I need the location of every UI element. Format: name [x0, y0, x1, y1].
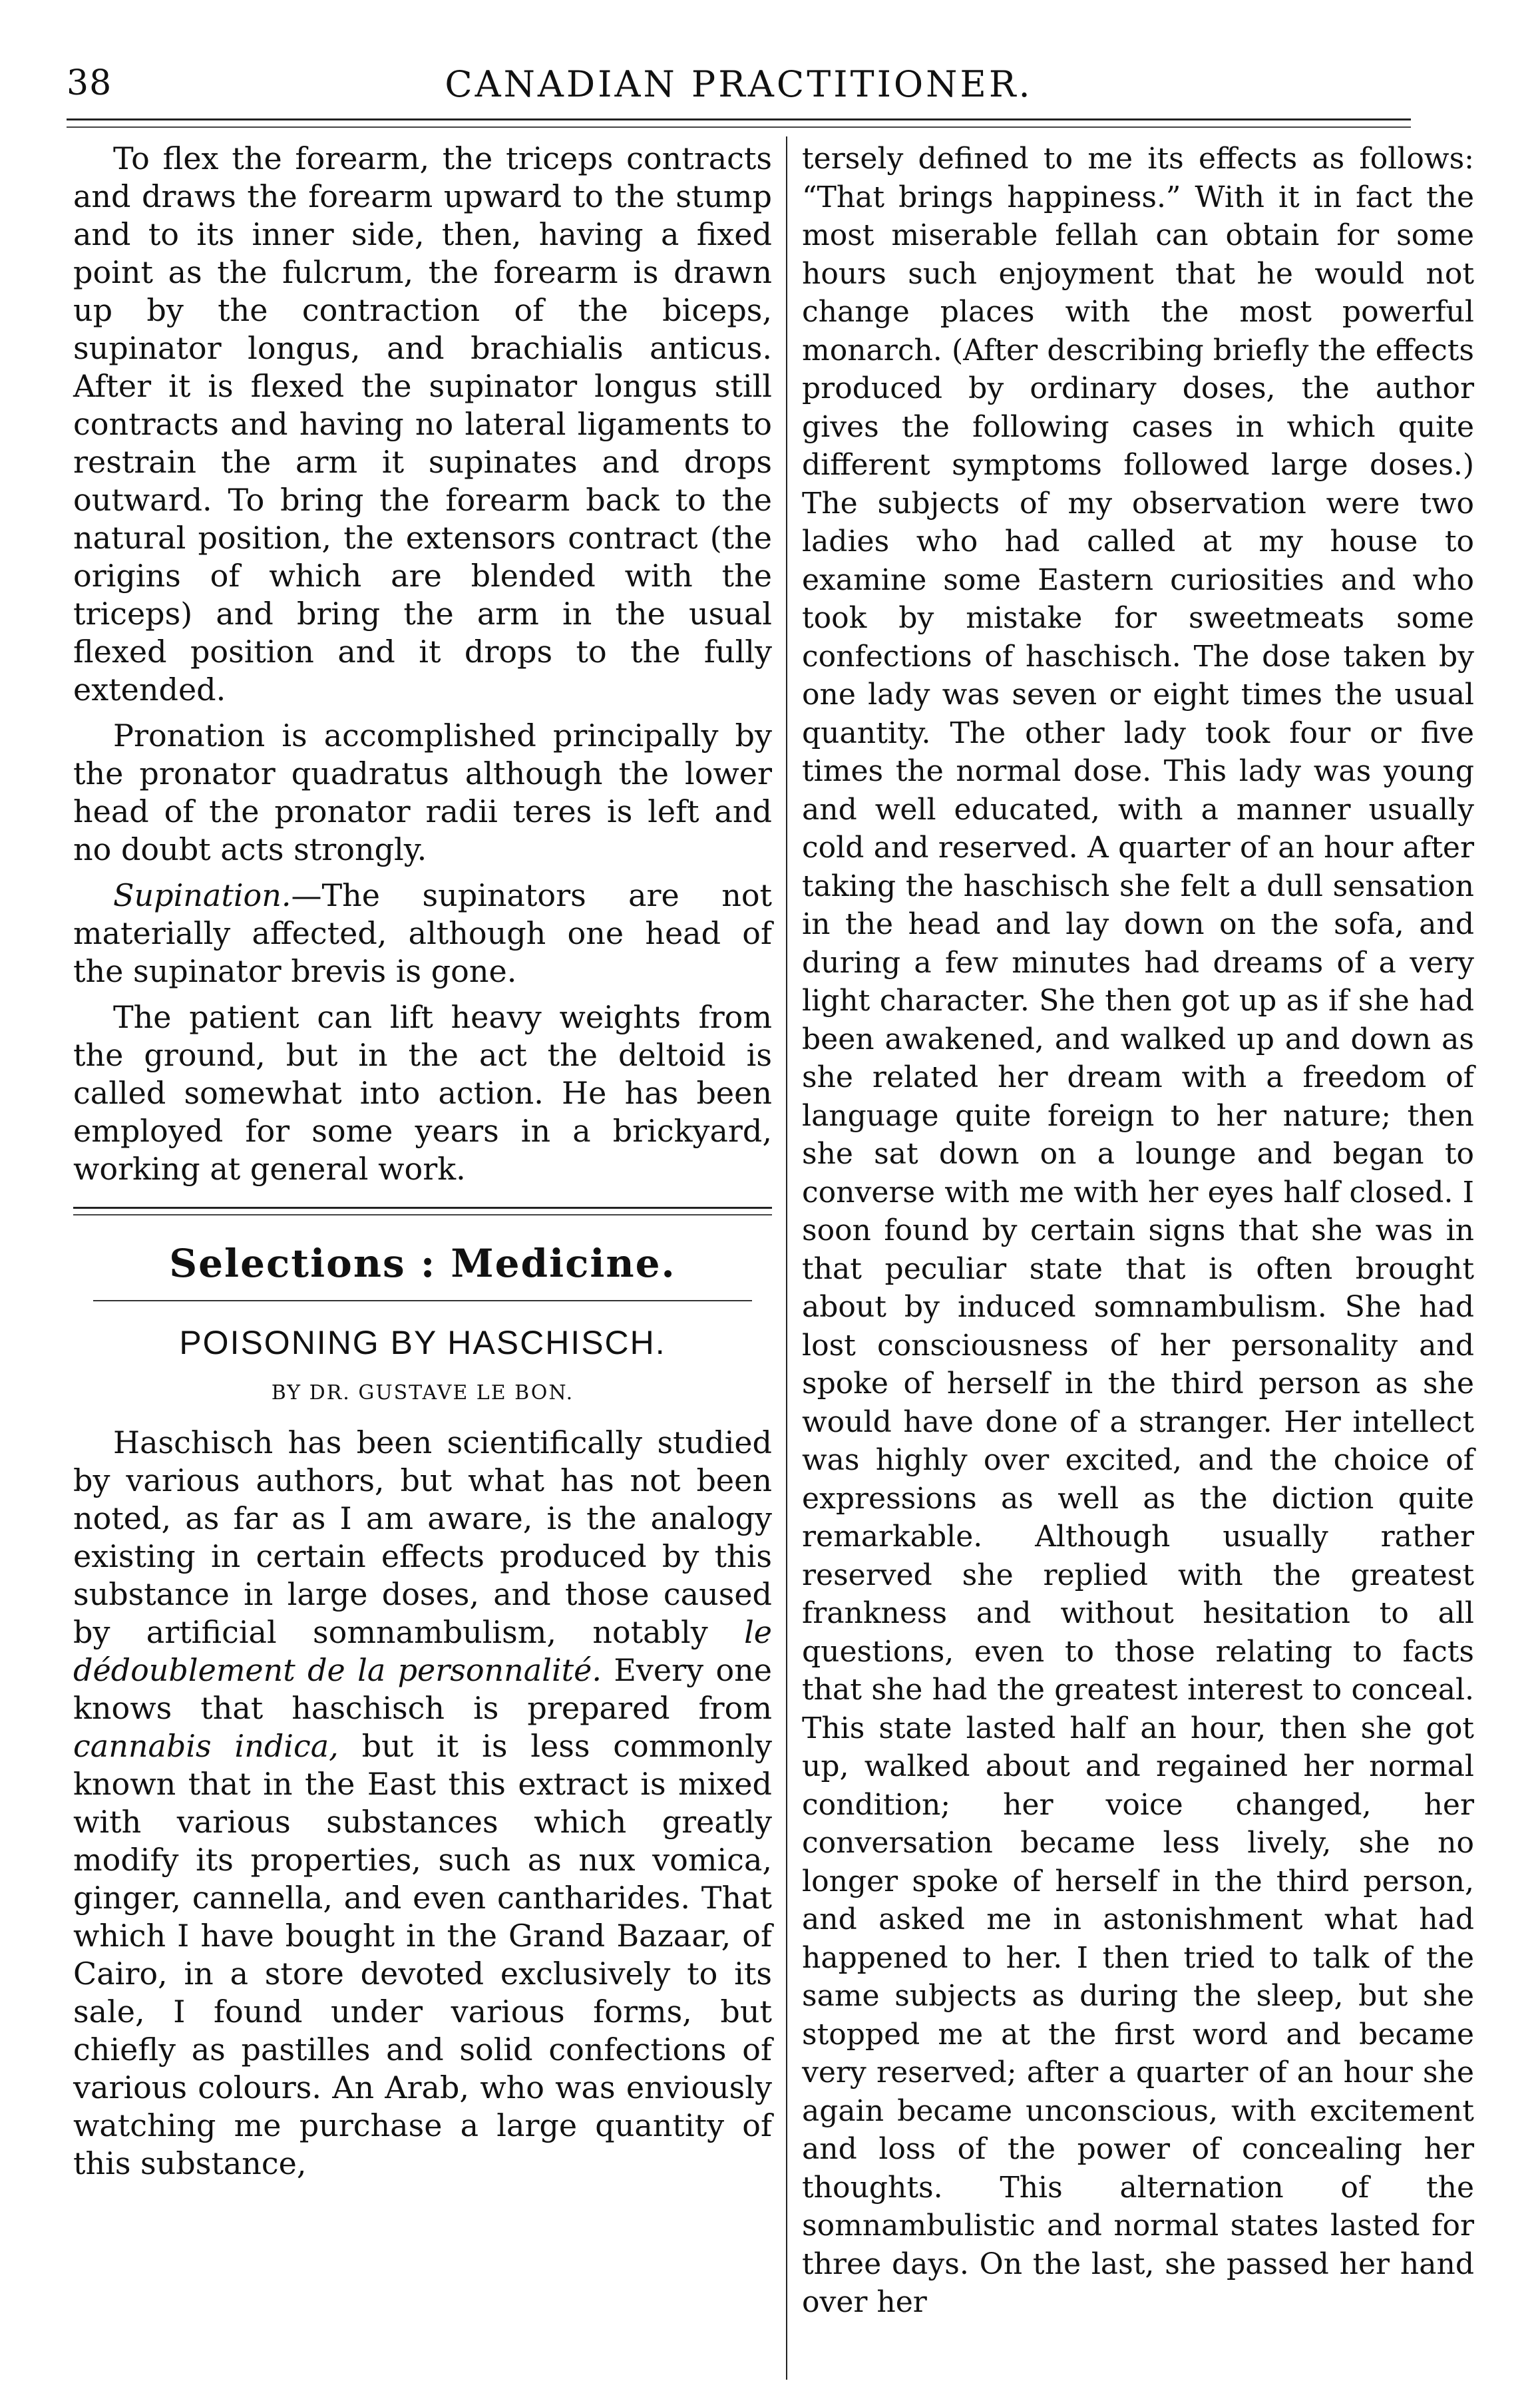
page-header	[67, 63, 1411, 116]
section-title: Selections : Medicine.	[169, 1241, 676, 1286]
page-number: 38	[67, 63, 112, 103]
section-rule	[73, 1207, 772, 1209]
article-italic-1: le dédoublement de la personnalité.	[73, 1614, 772, 1688]
article-paragraph-1	[73, 1424, 772, 2183]
article-byline: BY DR. GUSTAVE LE BON.	[271, 1381, 574, 1405]
right-column	[802, 140, 1474, 2322]
supination-text: —The supinators are not materially affected, although one head of the supinator brevis is gone.	[73, 877, 772, 989]
section-rule-secondary	[73, 1214, 772, 1215]
running-head: CANADIAN PRACTITIONER.	[445, 63, 1033, 105]
article-text-2: Every one knows that haschisch is prepared from	[73, 1652, 772, 1726]
column-divider	[786, 136, 787, 2380]
article-title: POISONING BY HASCHISCH.	[179, 1324, 666, 1361]
paragraph-patient-work: The patient can lift heavy weights from the ground, but in the act the deltoid is called somewhat into action. He has been employed for some years in a brickyard, working at general work.	[73, 999, 772, 1187]
left-column	[73, 140, 772, 2183]
article-italic-2: cannabis indica,	[73, 1728, 339, 1764]
header-rule-secondary	[67, 126, 1411, 128]
paragraph-forearm-flexion: To flex the forearm, the triceps contracts and draws the forearm upward to the stump and to its inner side, then, having a fixed point as the fulcrum, the forearm is drawn up by the contraction of the biceps, supinator longus, and brachialis anticus. After it is flexed the supinator longus still contracts and having no lateral ligaments to restrain the arm it supinates and drops outward. To bring the forearm back to the natural position, the extensors contract (the origins of which are blended with the triceps) and bring the arm in the usual flexed position and it drops to the fully extended.	[73, 140, 772, 708]
supination-label: Supination.	[113, 877, 291, 913]
header-rule	[67, 118, 1411, 120]
section-title-rule	[93, 1300, 752, 1301]
paragraph-supination	[73, 877, 772, 990]
article-text-3: but it is less commonly known that in the East this extract is mixed with various substances which greatly modify its properties, such as nux vomica, ginger, cannella, and even cantharides. That which I have bought in the Grand Bazaar, of Cairo, in a store devoted exclusively to its sale, I found under various forms, but chiefly as pastilles and solid confections of various colours. An Arab, who was enviously watching me purchase a large quantity of this substance,	[73, 1728, 773, 2181]
article-paragraph-continued: tersely defined to me its effects as follows: “That brings happiness.” With it in fact the most miserable fellah can obtain for some hours such enjoyment that he would not change places with the most powerful monarch. (After describing briefly the effects produced by ordinary doses, the author gives the following cases in which quite different symptoms followed large doses.) The subjects of my observation were two ladies who had called at my house to examine some Eastern curiosities and who took by mistake for sweetmeats some confections of haschisch. The dose taken by one lady was seven or eight times the usual quantity. The other lady took four or five times the normal dose. This lady was young and well educated, with a manner usually cold and reserved. A quarter of an hour after taking the haschisch she felt a dull sensation in the head and lay down on the sofa, and during a few minutes had dreams of a very light character. She then got up as if she had been awakened, and walked up and down as she related her dream with a freedom of language quite foreign to her nature; then she sat down on a lounge and began to converse with me with her eyes half closed. I soon found by certain signs that she was in that peculiar state that is often brought about by induced somnambulism. She had lost consciousness of her personality and spoke of herself in the third person as she would have done of a stranger. Her intellect was highly over excited, and the choice of expressions as well as the diction quite remarkable. Although usually rather reserved she replied with the greatest frankness and without hesitation to all questions, even to those relating to facts that she had the greatest interest to conceal. This state lasted half an hour, then she got up, walked about and regained her normal condition; her voice changed, her conversation became less lively, she no longer spoke of herself in the third person, and asked me in astonishment what had happened to her. I then tried to talk of the same subjects as during the sleep, but she stopped me at the first word and became very reserved; after a quarter of an hour she again became unconscious, with excitement and loss of the power of concealing her thoughts. This alternation of the somnambulistic and normal states lasted for three days. On the last, she passed her hand over her	[802, 142, 1474, 2319]
article-text-1: Haschisch has been scientifically studied by various authors, but what has not been noted, as far as I am aware, is the analogy existing in certain effects produced by this substance in large doses, and those caused by artificial somnambulism, notably	[73, 1424, 772, 1650]
paragraph-pronation: Pronation is accomplished principally by the pronator quadratus although the lower head of the pronator radii teres is left and no doubt acts strongly.	[73, 718, 772, 867]
